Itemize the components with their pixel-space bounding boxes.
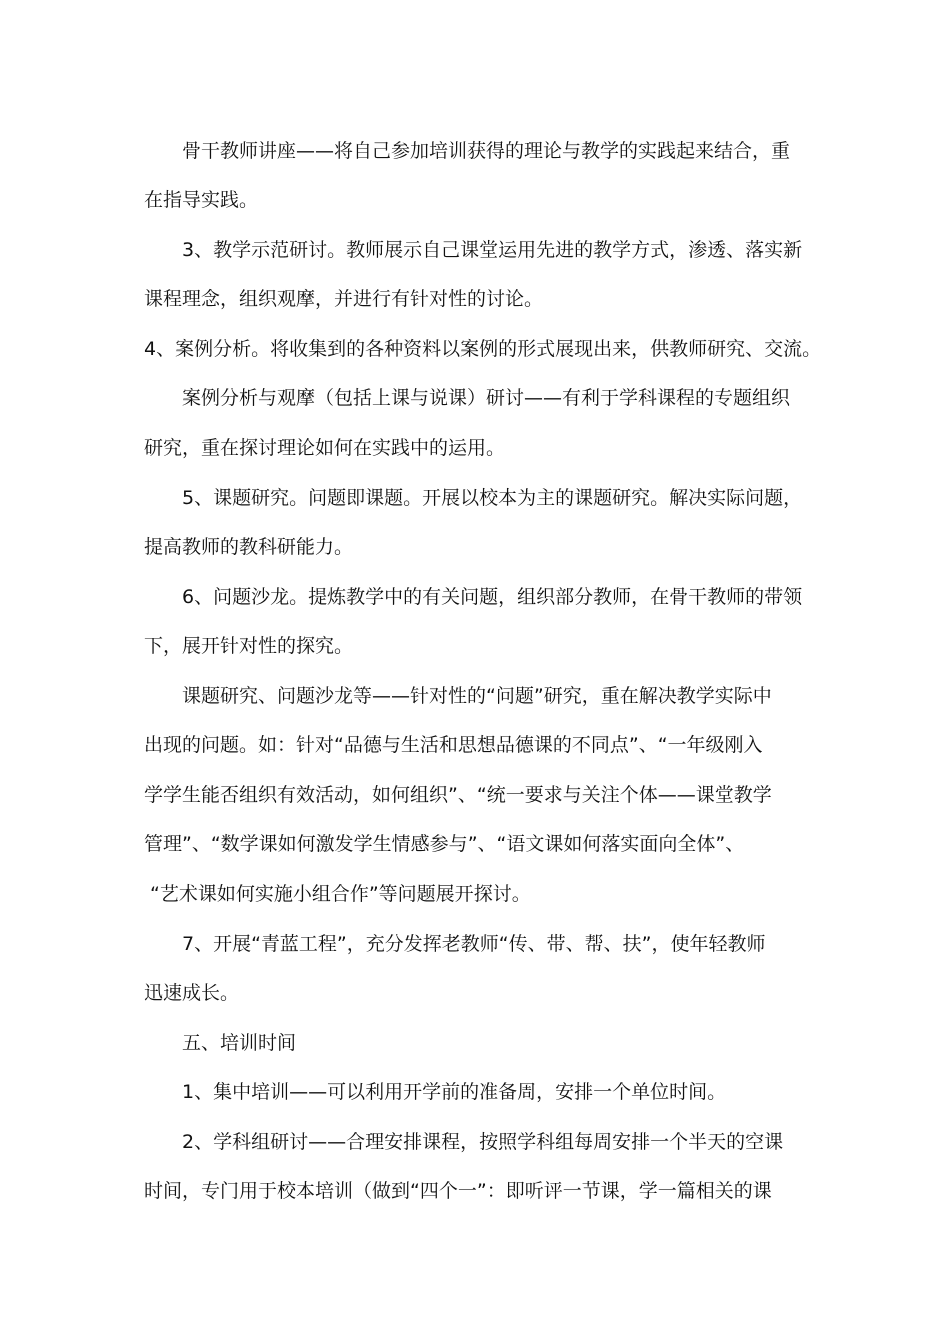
paragraph-line: 3、教学示范研讨。教师展示自己课堂运用先进的教学方式，渗透、落实新 [182,239,803,261]
paragraph-line: 课题研究、问题沙龙等——针对性的“问题”研究，重在解决教学实际中 [182,685,772,707]
paragraph-line: 4、案例分析。将收集到的各种资料以案例的形式展现出来，供教师研究、交流。 [144,338,822,360]
paragraph-line: 迅速成长。 [144,982,240,1004]
paragraph-line: 2、学科组研讨——合理安排课程，按照学科组每周安排一个半天的空课 [182,1131,784,1153]
paragraph-line: “艺术课如何实施小组合作”等问题展开探讨。 [150,883,531,905]
paragraph-line: 研究，重在探讨理论如何在实践中的运用。 [144,437,506,459]
section-heading: 五、培训时间 [182,1032,297,1054]
paragraph-line: 时间，专门用于校本培训（做到“四个一”：即听评一节课，学一篇相关的课 [144,1180,772,1202]
paragraph-line: 提高教师的教科研能力。 [144,536,354,558]
paragraph-line: 案例分析与观摩（包括上课与说课）研讨——有利于学科课程的专题组织 [182,387,791,409]
paragraph-line: 课程理念，组织观摩，并进行有针对性的讨论。 [144,288,544,310]
paragraph-line: 出现的问题。如：针对“品德与生活和思想品德课的不同点”、“一年级刚入 [144,734,763,756]
paragraph-line: 在指导实践。 [144,189,259,211]
paragraph-line: 6、问题沙龙。提炼教学中的有关问题，组织部分教师，在骨干教师的带领 [182,586,803,608]
paragraph-line: 5、课题研究。问题即课题。开展以校本为主的课题研究。解决实际问题， [182,487,803,509]
paragraph-line: 管理”、“数学课如何激发学生情感参与”、“语文课如何落实面向全体”、 [144,833,745,855]
paragraph-line: 骨干教师讲座——将自己参加培训获得的理论与教学的实践起来结合，重 [182,140,791,162]
paragraph-line: 学学生能否组织有效活动，如何组织”、“统一要求与关注个体——课堂教学 [144,784,772,806]
paragraph-line: 下，展开针对性的探究。 [144,635,354,657]
paragraph-line: 7、开展“青蓝工程”，充分发挥老教师“传、带、帮、扶”，使年轻教师 [182,933,766,955]
paragraph-line: 1、集中培训——可以利用开学前的准备周，安排一个单位时间。 [182,1081,727,1103]
